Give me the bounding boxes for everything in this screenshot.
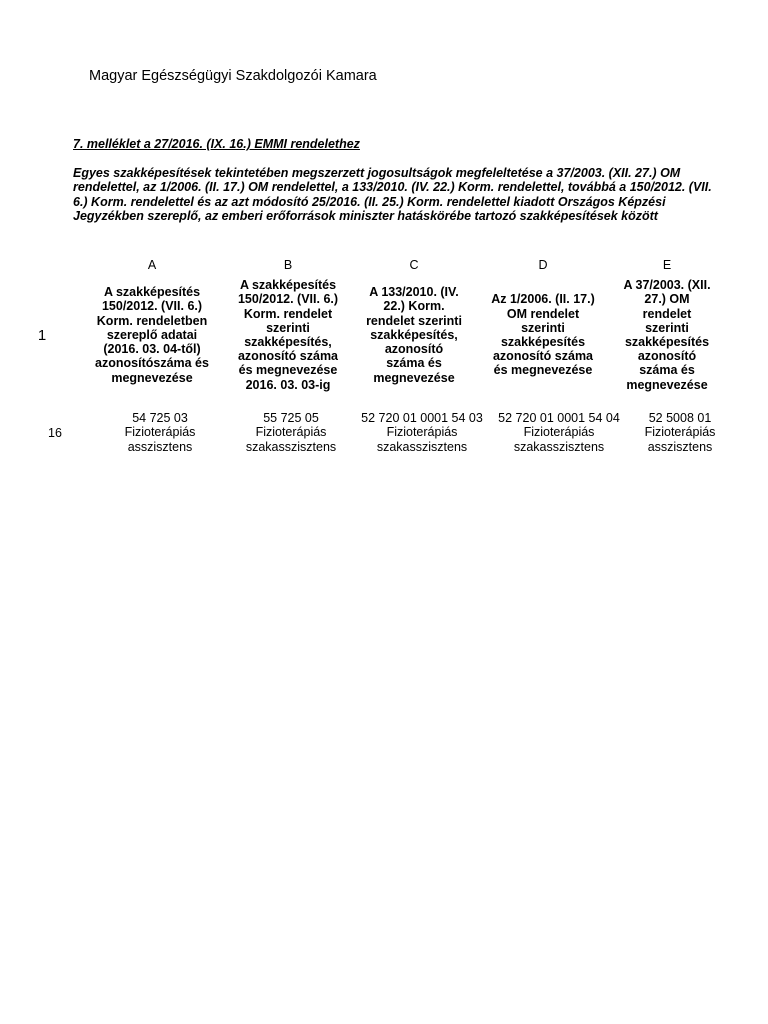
- column-header-e-text: A 37/2003. (XII. 27.) OM rendelet szerinti szakképesítés azonosító száma és megnevezése: [623, 278, 711, 392]
- column-letter-e: E: [662, 258, 672, 272]
- cell-name: Fizioterápiás szakasszisztens: [376, 425, 468, 454]
- cell-code: 52 720 01 0001 54 03: [361, 411, 483, 425]
- column-letter-b: B: [283, 258, 293, 272]
- column-header-d-text: Az 1/2006. (II. 17.) OM rendelet szerinti szakképesítés azonosító száma és megnevezése: [491, 292, 595, 378]
- column-letter-c: C: [409, 258, 419, 272]
- column-header-a-text: A szakképesítés 150/2012. (VII. 6.) Korm. rendeletben szereplő adatai (2016. 03. 04-től) azonosítószáma és megnevezése: [95, 285, 209, 385]
- header-row-number: 1: [37, 327, 47, 344]
- organization-name: Magyar Egészségügyi Szakdolgozói Kamara: [89, 68, 377, 84]
- annex-title: 7. melléklet a 27/2016. (IX. 16.) EMMI rendelethez: [73, 137, 360, 151]
- cell-name: Fizioterápiás szakasszisztens: [513, 425, 605, 454]
- table-cell-a: [120, 411, 200, 454]
- column-header-a: [92, 268, 212, 402]
- column-header-b: [236, 268, 340, 402]
- column-header-d: [488, 268, 598, 402]
- annex-intro: Egyes szakképesítések tekintetében megszerzett jogosultságok megfeleltetése a 37/2003. (XII. 27.) OM rendelettel, az 1/2006. (II. 17.) OM rendelettel, a 133/2010. (IV. 22.) Korm. rendelettel, továbbá a 150/2012. (VII. 6.) Korm. rendelettel és az azt módosító 25/2016. (II. 25.) Korm. rendelettel kiadott Országos Képzési Jegyzékben szereplő, az emberi erőforrások miniszter hatáskörébe tartozó szakképesítések között: [73, 166, 712, 223]
- column-header-b-text: A szakképesítés 150/2012. (VII. 6.) Korm. rendelet szerinti szakképesítés, azonosító száma és megnevezése 2016. 03. 03-ig: [237, 278, 339, 392]
- column-header-c-text: A 133/2010. (IV. 22.) Korm. rendelet szerinti szakképesítés, azonosító száma és megnevezése: [366, 285, 462, 385]
- table-cell-e: [640, 411, 720, 454]
- cell-code: 52 720 01 0001 54 04: [498, 411, 620, 425]
- table-cell-c: [361, 411, 483, 454]
- cell-name: Fizioterápiás szakasszisztens: [245, 425, 337, 454]
- cell-name: Fizioterápiás asszisztens: [644, 425, 716, 454]
- column-header-c: [366, 268, 462, 402]
- column-header-e: [623, 268, 711, 402]
- table-cell-b: [243, 411, 339, 454]
- cell-code: 55 725 05: [263, 411, 319, 425]
- cell-code: 54 725 03: [132, 411, 188, 425]
- column-letter-d: D: [538, 258, 548, 272]
- cell-name: Fizioterápiás asszisztens: [124, 425, 196, 454]
- column-letter-a: A: [147, 258, 157, 272]
- table-cell-d: [498, 411, 620, 454]
- table-row-number: 16: [48, 426, 62, 440]
- cell-code: 52 5008 01: [648, 411, 712, 425]
